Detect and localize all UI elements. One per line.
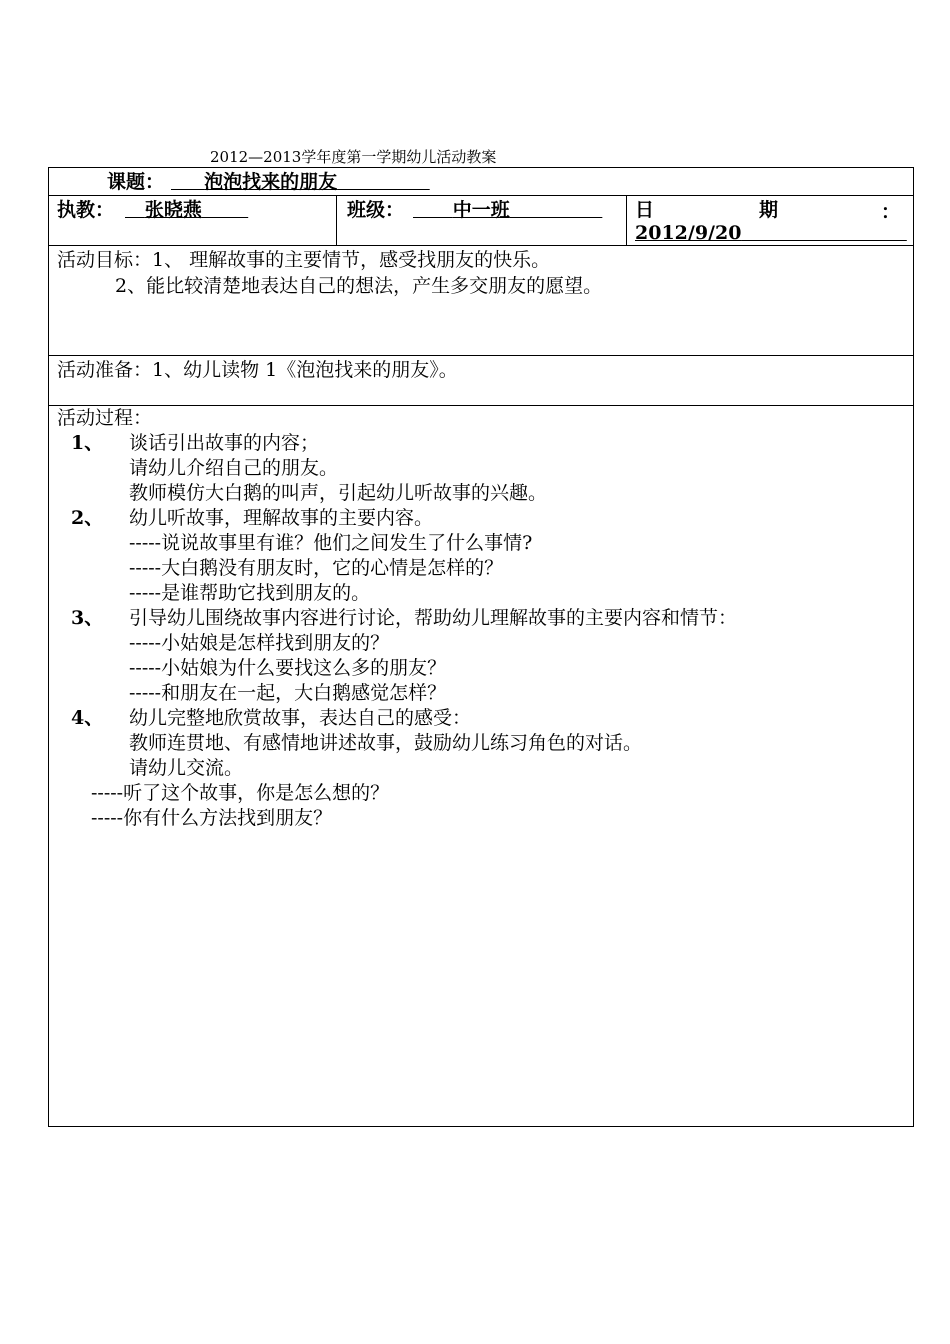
teacher-label: 执教：: [57, 199, 115, 221]
step-1-text: 谈话引出故事的内容；: [129, 432, 320, 454]
step-2-sub-1: -----说说故事里有谁？他们之间发生了什么事情?: [129, 532, 533, 554]
step-2-sub-3: -----是谁帮助它找到朋友的。: [129, 582, 371, 604]
date-label-char1: 日: [635, 199, 655, 221]
step-4-sub-1: 教师连贯地、有感情地讲述故事，鼓励幼儿练习角色的对话。: [129, 732, 643, 754]
teacher-cell: [49, 196, 337, 245]
step-3-sub-2: -----小姑娘为什么要找这么多的朋友？: [129, 657, 447, 679]
step-3-text: 引导幼儿围绕故事内容进行讨论，帮助幼儿理解故事的主要内容和情节：: [129, 607, 738, 629]
topic-value: 泡泡找来的朋友: [204, 171, 338, 193]
process-row: [49, 406, 913, 1126]
goal-line-2: 2、能比较清楚地表达自己的想法，产生多交朋友的愿望。: [115, 275, 603, 297]
meta-row: [49, 196, 913, 246]
step-2-text: 幼儿听故事，理解故事的主要内容。: [129, 507, 434, 529]
date-label-colon: ：: [881, 201, 901, 223]
step-4-sub-4: -----你有什么方法找到朋友？: [91, 807, 333, 829]
step-3-sub-3: -----和朋友在一起，大白鹅感觉怎样？: [129, 682, 447, 704]
step-1-sub-1: 请幼儿介绍自己的朋友。: [129, 457, 339, 479]
step-2-number: 2、: [71, 507, 104, 529]
lesson-plan-table: [48, 167, 914, 1127]
date-value: 2012/9/20: [635, 222, 742, 244]
step-1-sub-2: 教师模仿大白鹅的叫声，引起幼儿听故事的兴趣。: [129, 482, 548, 504]
process-title: 活动过程：: [57, 407, 153, 429]
class-cell: [337, 196, 627, 245]
goals-row: [49, 246, 913, 356]
goal-line-1: 活动目标：1、 理解故事的主要情节，感受找朋友的快乐。: [57, 249, 551, 271]
step-2-sub-2: -----大白鹅没有朋友时，它的心情是怎样的？: [129, 557, 504, 579]
class-label: 班级：: [347, 199, 405, 221]
step-4-text: 幼儿完整地欣赏故事，表达自己的感受：: [129, 707, 472, 729]
step-4-sub-2: 请幼儿交流。: [129, 757, 244, 779]
class-value: 中一班: [452, 199, 510, 221]
step-4-number: 4、: [71, 707, 104, 729]
prep-row: [49, 356, 913, 406]
topic-row: [49, 168, 913, 196]
date-label-char2: 期: [759, 199, 779, 221]
document-title: 2012—2013学年度第一学期幼儿活动教案: [210, 148, 497, 166]
step-1-number: 1、: [71, 432, 104, 454]
step-3-sub-1: -----小姑娘是怎样找到朋友的？: [129, 632, 390, 654]
topic-label: 课题：: [107, 171, 165, 193]
step-3-number: 3、: [71, 607, 104, 629]
step-4-sub-3: -----听了这个故事，你是怎么想的？: [91, 782, 390, 804]
date-cell: [627, 196, 914, 245]
teacher-value: 张晓燕: [144, 199, 202, 221]
prep-line-1: 活动准备：1、幼儿读物 1《泡泡找来的朋友》。: [57, 359, 458, 381]
